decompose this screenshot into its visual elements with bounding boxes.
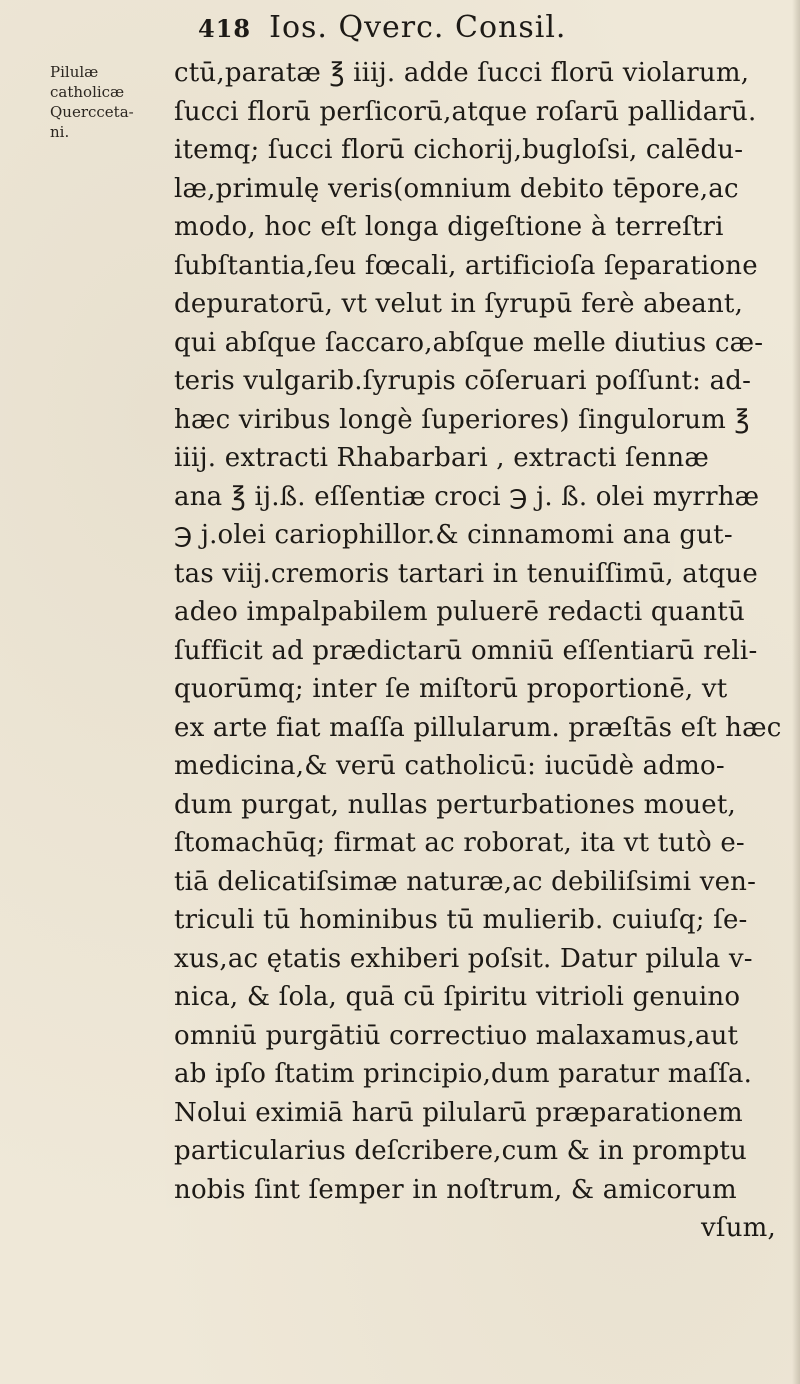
text-line: ℈ j.olei cariophillor.& cinnamomi ana gut- xyxy=(174,520,733,550)
text-line: tiā delicatiſsimæ naturæ,ac debiliſsimi ven- xyxy=(174,866,757,897)
running-title: Ios. Qverc. Consil. xyxy=(269,10,567,45)
text-line: læ,primulę veris(omnium debito tēpore,ac xyxy=(174,173,739,204)
text-line: quorūmq; inter ſe miſtorū proportionē, vt xyxy=(174,674,728,704)
text-line: ab ipſo ſtatim principio,dum paratur maſſa. xyxy=(174,1059,753,1089)
margin-note xyxy=(50,62,162,142)
margin-note-line: Quercceta- xyxy=(50,103,134,121)
margin-note-line: ni. xyxy=(50,123,70,141)
catchword: vſum, xyxy=(701,1213,776,1243)
margin-note-line: catholicæ xyxy=(50,83,125,101)
text-line: teris vulgarib.ſyrupis cōſeruari poſſunt: ad- xyxy=(174,366,752,396)
text-line: depuratorū, vt velut in ſyrupū ferè abeant, xyxy=(174,289,744,319)
text-line: iiij. extracti Rhabarbari , extracti ſennæ xyxy=(174,443,709,473)
page-edge-shadow xyxy=(792,0,800,1384)
text-line: itemq; ſucci florū cichorij,bugloſsi, calēdu- xyxy=(174,135,744,165)
text-line: nobis ſint ſemper in noſtrum, & amicorum xyxy=(174,1174,737,1205)
text-line: hæc viribus longè ſuperiores) ſingulorum ℥ xyxy=(174,404,750,435)
text-line: ctū,paratæ ℥ iiij. adde ſucci florū violarum, xyxy=(174,58,750,88)
text-line: omniū purgātiū correctiuo malaxamus,aut xyxy=(174,1020,739,1051)
text-line: ſtomachūq; firmat ac roborat, ita vt tutò e- xyxy=(174,828,745,858)
text-line: tas viij.cremoris tartari in tenuiſſimū, atque xyxy=(174,558,758,589)
text-line: ſucci florū perſicorū,atque roſarū pallidarū. xyxy=(174,96,757,127)
body-text xyxy=(174,54,784,1248)
text-line: dum purgat, nullas perturbationes mouet, xyxy=(174,789,737,820)
text-line: ſubſtantia,ſeu fœcali, artificioſa ſeparatione xyxy=(174,250,758,281)
text-line: Nolui eximiā harū pilularū præparationem xyxy=(174,1097,743,1128)
text-line: adeo impalpabilem puluerē redacti quantū xyxy=(174,597,745,627)
text-line: ana ℥ ij.ß. eſſentiæ croci ℈ j. ß. olei myrrhæ xyxy=(174,481,760,512)
running-head xyxy=(198,10,566,45)
text-line: triculi tū hominibus tū mulierib. cuiuſq; ſe- xyxy=(174,905,748,935)
text-line: xus,ac ętatis exhiberi poſsit. Datur pilula v- xyxy=(174,943,753,974)
text-line: particularius deſcribere,cum & in promptu xyxy=(174,1136,748,1166)
text-line: qui abſque ſaccaro,abſque melle diutius cæ- xyxy=(174,327,764,358)
text-line: ex arte fiat maſſa pillularum. præſtās eſt hæc xyxy=(174,712,782,743)
text-line: medicina,& verū catholicū: iucūdè admo- xyxy=(174,751,725,781)
text-line: modo, hoc eſt longa digeſtione à terreſtri xyxy=(174,212,724,242)
page-number: 418 xyxy=(198,14,252,43)
margin-note-line: Pilulæ xyxy=(50,63,99,81)
text-line: nica, & ſola, quā cū ſpiritu vitrioli genuino xyxy=(174,982,741,1012)
text-line: ſufficit ad prædictarū omniū eſſentiarū reli- xyxy=(174,635,758,666)
